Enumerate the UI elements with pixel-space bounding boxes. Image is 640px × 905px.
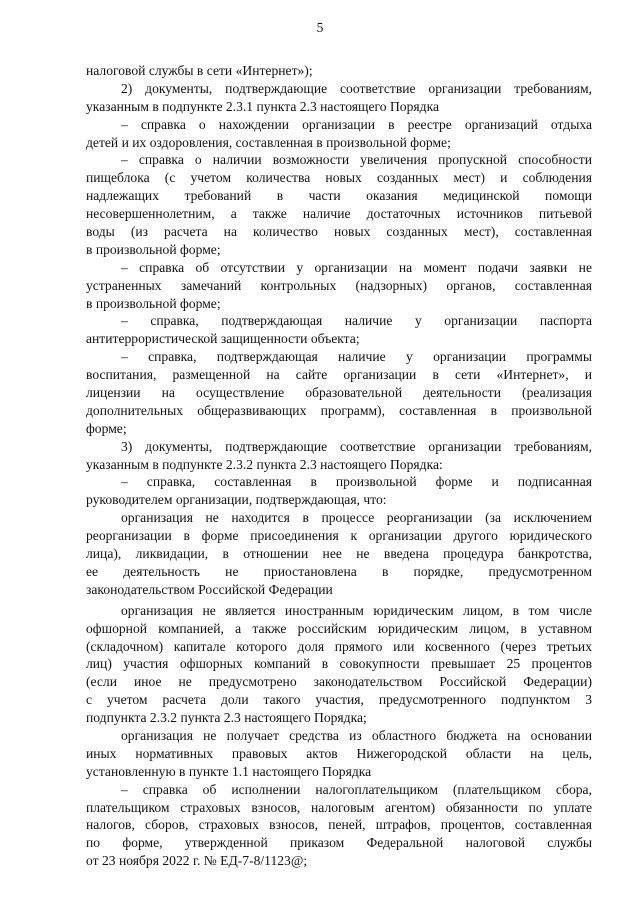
text-line: плательщиком страховых взносов, налоговым агентом) обязанности по уплате: [86, 799, 592, 815]
document-body: [86, 62, 592, 870]
text-line: – справка об исполнении налогоплательщиком (плательщиком сбора,: [121, 781, 592, 797]
text-line: лица), ликвидации, в отношении нее не введена процедура банкротства,: [86, 546, 592, 562]
text-line: 2) документы, подтверждающие соответствие организации требованиям,: [121, 80, 592, 96]
text-line: реорганизации в форме присоединения к организации другого юридического: [86, 528, 592, 544]
text-line: указанным в подпункте 2.3.2 пункта 2.3 настоящего Порядка:: [86, 456, 443, 472]
text-line: по форме, утвержденной приказом Федеральной налоговой службы: [86, 835, 592, 851]
text-line: – справка об отсутствии у организации на момент подачи заявки не: [121, 259, 592, 275]
text-line: (если иное не предусмотрено законодательством Российской Федерации): [86, 674, 592, 690]
text-line: указанным в подпункте 2.3.1 пункта 2.3 настоящего Порядка: [86, 98, 439, 114]
text-line: (складочном) капитале которого доля прямого или косвенного (через третьих: [86, 638, 592, 654]
text-line: подпункта 2.3.2 пункта 2.3 настоящего Порядка;: [86, 710, 367, 726]
text-line: несовершеннолетним, а также наличие достаточных источников питьевой: [86, 206, 592, 222]
text-line: от 23 ноября 2022 г. № ЕД-7-8/1123@;: [86, 853, 308, 869]
text-line: воспитания, размещенной на сайте организации в сети «Интернет», и: [86, 367, 592, 383]
text-line: налогов, сборов, страховых взносов, пеней, штрафов, процентов, составленная: [86, 817, 592, 833]
text-line: с учетом расчета доли такого участия, предусмотренного подпунктом 3: [86, 692, 592, 708]
text-line: организация не получает средства из областного бюджета на основании: [121, 727, 592, 743]
text-line: руководителем организации, подтверждающая, что:: [86, 492, 387, 508]
text-line: устраненных замечаний контрольных (надзорных) органов, составленная: [86, 277, 592, 293]
text-line: в произвольной форме;: [86, 241, 221, 257]
text-line: лиц) участия офшорных компаний в совокупности превышает 25 процентов: [86, 656, 592, 672]
text-line: организация не находится в процессе реорганизации (за исключением: [121, 510, 592, 526]
text-line: – справка, подтверждающая наличие у организации паспорта: [121, 313, 592, 329]
text-line: 3) документы, подтверждающие соответствие организации требованиям,: [121, 438, 592, 454]
text-line: установленную в пункте 1.1 настоящего Порядка: [86, 763, 372, 779]
text-line: офшорной компанией, а также российским юридическим лицом, в уставном: [86, 620, 592, 636]
text-line: организация не является иностранным юридическим лицом, в том числе: [121, 602, 592, 618]
text-line: ее деятельность не приостановлена в порядке, предусмотренном: [86, 563, 592, 579]
text-line: лицензии на осуществление образовательной деятельности (реализация: [86, 385, 592, 401]
text-line: иных нормативных правовых актов Нижегородской области на цель,: [86, 745, 592, 761]
text-line: пищеблока (с учетом количества новых созданных мест) и соблюдения: [86, 170, 592, 186]
text-line: воды (из расчета на количество новых созданных мест), составленная: [86, 224, 592, 240]
text-line: – справка о нахождении организации в реестре организаций отдыха: [121, 116, 592, 132]
text-line: антитеррористической защищенности объекта;: [86, 331, 360, 347]
text-line: налоговой службы в сети «Интернет»);: [86, 63, 313, 78]
text-line: детей и их оздоровления, составленная в произвольной форме;: [86, 134, 451, 150]
text-line: форме;: [86, 420, 127, 436]
text-line: – справка, подтверждающая наличие у организации программы: [121, 349, 592, 365]
text-line: надлежащих требований в части оказания медицинской помощи: [86, 188, 592, 204]
text-line: – справка о наличии возможности увеличения пропускной способности: [121, 152, 592, 168]
text-line: в произвольной форме;: [86, 295, 221, 311]
page-number: 5: [316, 20, 324, 35]
text-line: – справка, составленная в произвольной форме и подписанная: [121, 474, 592, 490]
text-line: дополнительных общеразвивающих программ), составленная в произвольной: [86, 402, 592, 418]
text-line: законодательством Российской Федерации: [86, 581, 333, 597]
